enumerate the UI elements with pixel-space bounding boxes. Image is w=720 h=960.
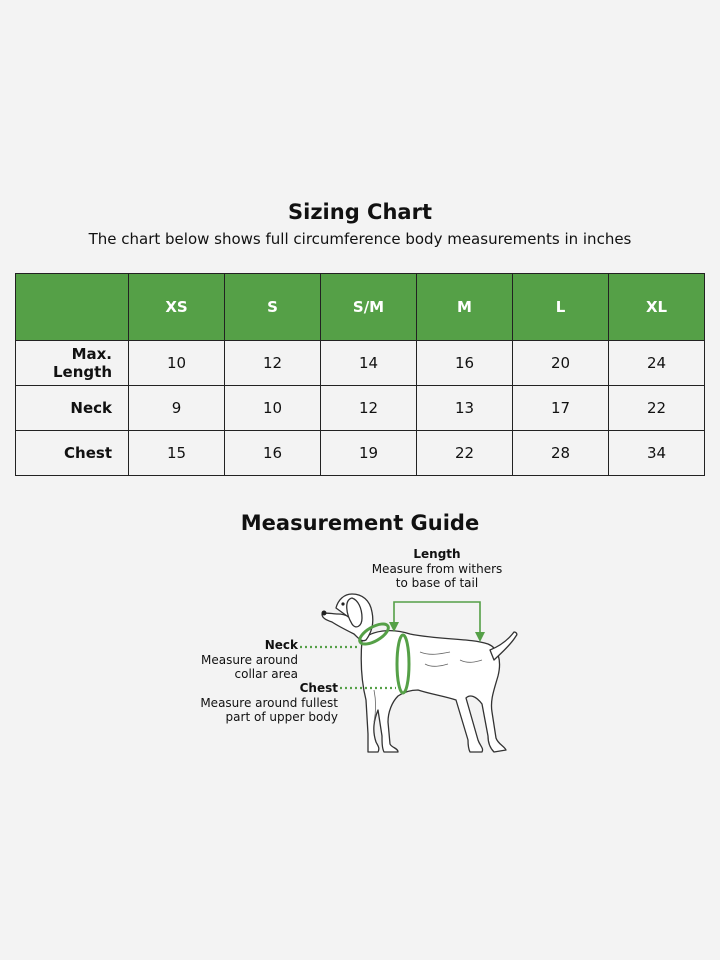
table-header-row <box>16 274 705 341</box>
table-header-corner <box>16 274 129 341</box>
table-cell: 34 <box>609 431 705 476</box>
table-cell: 22 <box>417 431 513 476</box>
table-cell: 12 <box>321 386 417 431</box>
guide-title: Measurement Guide <box>240 511 480 535</box>
row-label: Chest <box>16 431 129 476</box>
table-header-xl: XL <box>609 274 705 341</box>
table-cell: 12 <box>225 341 321 386</box>
dog-nose <box>322 611 327 616</box>
table-cell: 9 <box>129 386 225 431</box>
table-cell: 10 <box>225 386 321 431</box>
table-cell: 22 <box>609 386 705 431</box>
table-cell: 16 <box>225 431 321 476</box>
table-cell: 14 <box>321 341 417 386</box>
neck-desc-2: collar area <box>234 667 298 681</box>
page-title: Sizing Chart <box>288 200 432 224</box>
neck-label <box>196 638 298 682</box>
table-cell: 28 <box>513 431 609 476</box>
page-subtitle: The chart below shows full circumference body measurements in inches <box>88 230 632 248</box>
table-row-chest <box>16 431 705 476</box>
dog-illustration <box>0 540 720 770</box>
table-row-max-length <box>16 341 705 386</box>
neck-desc-1: Measure around <box>200 652 298 667</box>
table-header-m: M <box>417 274 513 341</box>
length-label <box>370 547 504 591</box>
length-desc-1: Measure from withers <box>371 561 503 576</box>
table-cell: 19 <box>321 431 417 476</box>
neck-name: Neck <box>264 638 298 652</box>
table-cell: 13 <box>417 386 513 431</box>
sizing-table <box>15 273 705 476</box>
chest-name: Chest <box>299 681 338 695</box>
chest-desc-1: Measure around fullest <box>200 695 338 710</box>
table-cell: 17 <box>513 386 609 431</box>
dog-outline <box>322 594 517 752</box>
row-label: Neck <box>16 386 129 431</box>
table-header-sm: S/M <box>321 274 417 341</box>
table-cell: 15 <box>129 431 225 476</box>
length-name: Length <box>413 547 461 561</box>
table-cell: 10 <box>129 341 225 386</box>
table-cell: 16 <box>417 341 513 386</box>
table-cell: 20 <box>513 341 609 386</box>
length-guide-line <box>394 602 480 636</box>
table-header-l: L <box>513 274 609 341</box>
length-arrow-end <box>475 632 485 642</box>
table-header-s: S <box>225 274 321 341</box>
dog-eye <box>341 602 344 605</box>
chest-desc-2: part of upper body <box>225 710 338 724</box>
table-row-neck <box>16 386 705 431</box>
chest-label <box>186 681 338 725</box>
table-cell: 24 <box>609 341 705 386</box>
length-desc-2: to base of tail <box>395 576 479 590</box>
row-label: Max. Length <box>16 341 129 386</box>
table-header-xs: XS <box>129 274 225 341</box>
